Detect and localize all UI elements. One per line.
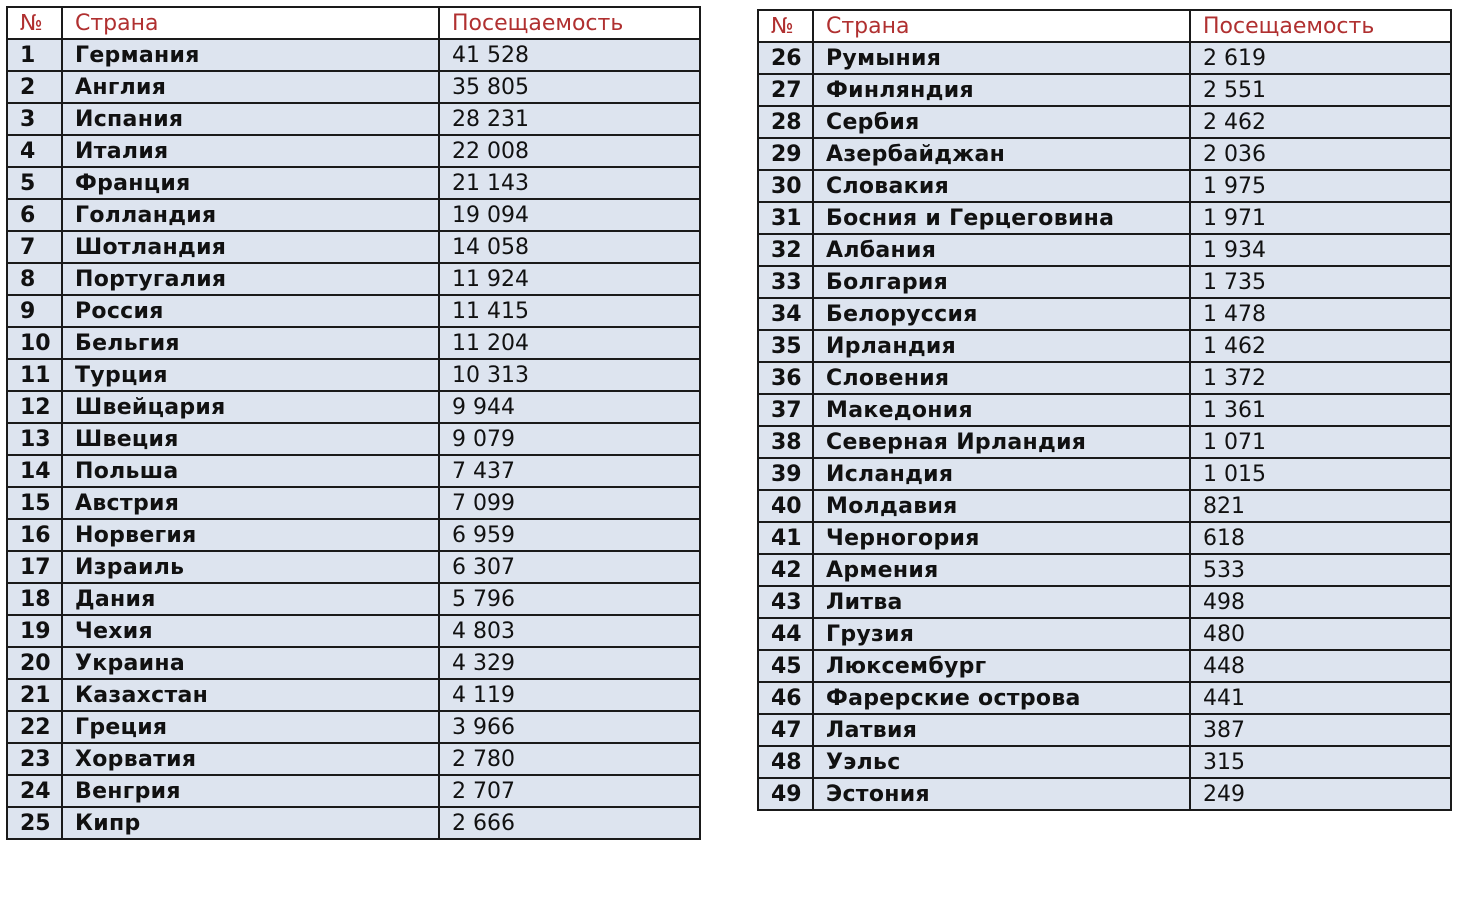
table-row [7, 71, 700, 103]
header-row [7, 7, 700, 39]
attendance-value: 1 735 [1190, 266, 1451, 298]
row-number: 17 [7, 551, 62, 583]
attendance-value: 533 [1190, 554, 1451, 586]
country-name: Армения [813, 554, 1190, 586]
attendance-value: 7 099 [439, 487, 700, 519]
country-name: Украина [62, 647, 439, 679]
table-row [758, 458, 1451, 490]
row-number: 39 [758, 458, 813, 490]
attendance-value: 9 944 [439, 391, 700, 423]
row-number: 20 [7, 647, 62, 679]
table-row [7, 231, 700, 263]
table-row [7, 519, 700, 551]
attendance-value: 6 959 [439, 519, 700, 551]
country-name: Македония [813, 394, 1190, 426]
row-number: 19 [7, 615, 62, 647]
attendance-value: 6 307 [439, 551, 700, 583]
country-name: Кипр [62, 807, 439, 839]
row-number: 26 [758, 42, 813, 74]
row-number: 36 [758, 362, 813, 394]
table-row [758, 74, 1451, 106]
row-number: 43 [758, 586, 813, 618]
attendance-value: 1 934 [1190, 234, 1451, 266]
country-name: Норвегия [62, 519, 439, 551]
row-number: 14 [7, 455, 62, 487]
table-row [7, 39, 700, 71]
row-number: 11 [7, 359, 62, 391]
row-number: 10 [7, 327, 62, 359]
country-name: Исландия [813, 458, 1190, 490]
attendance-value: 14 058 [439, 231, 700, 263]
attendance-value: 498 [1190, 586, 1451, 618]
attendance-value: 5 796 [439, 583, 700, 615]
attendance-table-left [6, 6, 701, 840]
table-row [7, 199, 700, 231]
attendance-value: 2 462 [1190, 106, 1451, 138]
country-name: Уэльс [813, 746, 1190, 778]
table-row [758, 106, 1451, 138]
attendance-value: 10 313 [439, 359, 700, 391]
table-row [758, 682, 1451, 714]
country-name: Португалия [62, 263, 439, 295]
row-number: 38 [758, 426, 813, 458]
attendance-table-right [757, 9, 1452, 811]
table-row [7, 455, 700, 487]
country-name: Болгария [813, 266, 1190, 298]
country-name: Испания [62, 103, 439, 135]
country-name: Сербия [813, 106, 1190, 138]
country-name: Албания [813, 234, 1190, 266]
row-number: 27 [758, 74, 813, 106]
table-row [7, 743, 700, 775]
attendance-value: 1 478 [1190, 298, 1451, 330]
attendance-value: 2 707 [439, 775, 700, 807]
country-name: Финляндия [813, 74, 1190, 106]
country-name: Грузия [813, 618, 1190, 650]
table-row [758, 42, 1451, 74]
header-attendance: Посещаемость [439, 7, 700, 39]
table-row [758, 394, 1451, 426]
attendance-value: 4 329 [439, 647, 700, 679]
attendance-value: 11 204 [439, 327, 700, 359]
attendance-value: 11 924 [439, 263, 700, 295]
header-num: № [7, 7, 62, 39]
attendance-value: 35 805 [439, 71, 700, 103]
attendance-value: 2 036 [1190, 138, 1451, 170]
row-number: 41 [758, 522, 813, 554]
row-number: 9 [7, 295, 62, 327]
table-row [758, 426, 1451, 458]
country-name: Босния и Герцеговина [813, 202, 1190, 234]
table-row [7, 615, 700, 647]
country-name: Греция [62, 711, 439, 743]
country-name: Румыния [813, 42, 1190, 74]
attendance-value: 1 462 [1190, 330, 1451, 362]
row-number: 45 [758, 650, 813, 682]
attendance-value: 448 [1190, 650, 1451, 682]
row-number: 49 [758, 778, 813, 810]
country-name: Франция [62, 167, 439, 199]
row-number: 23 [7, 743, 62, 775]
row-number: 44 [758, 618, 813, 650]
row-number: 3 [7, 103, 62, 135]
row-number: 1 [7, 39, 62, 71]
country-name: Италия [62, 135, 439, 167]
attendance-value: 821 [1190, 490, 1451, 522]
row-number: 15 [7, 487, 62, 519]
table-row [7, 807, 700, 839]
attendance-value: 3 966 [439, 711, 700, 743]
country-name: Англия [62, 71, 439, 103]
attendance-value: 4 119 [439, 679, 700, 711]
table-row [758, 650, 1451, 682]
country-name: Фарерские острова [813, 682, 1190, 714]
table-row [758, 266, 1451, 298]
row-number: 16 [7, 519, 62, 551]
attendance-value: 1 971 [1190, 202, 1451, 234]
table-row [758, 618, 1451, 650]
table-row [7, 327, 700, 359]
row-number: 40 [758, 490, 813, 522]
attendance-value: 2 780 [439, 743, 700, 775]
table-row [7, 583, 700, 615]
table-row [758, 202, 1451, 234]
row-number: 29 [758, 138, 813, 170]
country-name: Голландия [62, 199, 439, 231]
row-number: 47 [758, 714, 813, 746]
row-number: 33 [758, 266, 813, 298]
row-number: 46 [758, 682, 813, 714]
row-number: 35 [758, 330, 813, 362]
row-number: 12 [7, 391, 62, 423]
country-name: Люксембург [813, 650, 1190, 682]
table-row [758, 778, 1451, 810]
table-row [758, 490, 1451, 522]
table-row [7, 263, 700, 295]
table-row [758, 522, 1451, 554]
country-name: Черногория [813, 522, 1190, 554]
header-country: Страна [813, 10, 1190, 42]
country-name: Австрия [62, 487, 439, 519]
table-row [7, 167, 700, 199]
attendance-value: 22 008 [439, 135, 700, 167]
country-name: Турция [62, 359, 439, 391]
table-row [758, 746, 1451, 778]
row-number: 2 [7, 71, 62, 103]
country-name: Шотландия [62, 231, 439, 263]
table-row [758, 362, 1451, 394]
country-name: Молдавия [813, 490, 1190, 522]
row-number: 31 [758, 202, 813, 234]
attendance-value: 1 361 [1190, 394, 1451, 426]
row-number: 48 [758, 746, 813, 778]
table-row [7, 359, 700, 391]
country-name: Словения [813, 362, 1190, 394]
row-number: 6 [7, 199, 62, 231]
attendance-value: 21 143 [439, 167, 700, 199]
row-number: 18 [7, 583, 62, 615]
country-name: Эстония [813, 778, 1190, 810]
country-name: Хорватия [62, 743, 439, 775]
table-row [758, 330, 1451, 362]
attendance-value: 9 079 [439, 423, 700, 455]
attendance-value: 618 [1190, 522, 1451, 554]
country-name: Чехия [62, 615, 439, 647]
country-name: Словакия [813, 170, 1190, 202]
row-number: 13 [7, 423, 62, 455]
country-name: Ирландия [813, 330, 1190, 362]
country-name: Швейцария [62, 391, 439, 423]
attendance-value: 2 551 [1190, 74, 1451, 106]
table-row [758, 298, 1451, 330]
country-name: Польша [62, 455, 439, 487]
country-name: Латвия [813, 714, 1190, 746]
header-country: Страна [62, 7, 439, 39]
row-number: 8 [7, 263, 62, 295]
attendance-value: 19 094 [439, 199, 700, 231]
table-row [758, 586, 1451, 618]
country-name: Белоруссия [813, 298, 1190, 330]
row-number: 5 [7, 167, 62, 199]
table-row [7, 391, 700, 423]
attendance-value: 11 415 [439, 295, 700, 327]
attendance-value: 387 [1190, 714, 1451, 746]
row-number: 34 [758, 298, 813, 330]
attendance-value: 2 666 [439, 807, 700, 839]
row-number: 37 [758, 394, 813, 426]
row-number: 4 [7, 135, 62, 167]
country-name: Россия [62, 295, 439, 327]
country-name: Литва [813, 586, 1190, 618]
table-row [7, 679, 700, 711]
table-row [758, 554, 1451, 586]
table-row [7, 775, 700, 807]
row-number: 22 [7, 711, 62, 743]
table-row [7, 711, 700, 743]
attendance-value: 1 975 [1190, 170, 1451, 202]
table-row [7, 103, 700, 135]
country-name: Бельгия [62, 327, 439, 359]
attendance-value: 441 [1190, 682, 1451, 714]
attendance-value: 28 231 [439, 103, 700, 135]
row-number: 30 [758, 170, 813, 202]
row-number: 42 [758, 554, 813, 586]
row-number: 28 [758, 106, 813, 138]
header-row [758, 10, 1451, 42]
attendance-value: 315 [1190, 746, 1451, 778]
attendance-value: 1 015 [1190, 458, 1451, 490]
table-row [758, 138, 1451, 170]
row-number: 7 [7, 231, 62, 263]
country-name: Венгрия [62, 775, 439, 807]
country-name: Швеция [62, 423, 439, 455]
table-row [758, 714, 1451, 746]
country-name: Дания [62, 583, 439, 615]
attendance-value: 41 528 [439, 39, 700, 71]
attendance-value: 480 [1190, 618, 1451, 650]
table-row [7, 423, 700, 455]
country-name: Азербайджан [813, 138, 1190, 170]
row-number: 24 [7, 775, 62, 807]
table-row [7, 551, 700, 583]
country-name: Северная Ирландия [813, 426, 1190, 458]
attendance-value: 249 [1190, 778, 1451, 810]
attendance-value: 1 071 [1190, 426, 1451, 458]
table-row [7, 295, 700, 327]
table-row [7, 487, 700, 519]
header-num: № [758, 10, 813, 42]
country-name: Казахстан [62, 679, 439, 711]
attendance-value: 1 372 [1190, 362, 1451, 394]
country-name: Израиль [62, 551, 439, 583]
row-number: 25 [7, 807, 62, 839]
table-row [758, 234, 1451, 266]
table-row [758, 170, 1451, 202]
attendance-value: 2 619 [1190, 42, 1451, 74]
attendance-value: 4 803 [439, 615, 700, 647]
table-row [7, 135, 700, 167]
header-attendance: Посещаемость [1190, 10, 1451, 42]
table-row [7, 647, 700, 679]
row-number: 21 [7, 679, 62, 711]
attendance-value: 7 437 [439, 455, 700, 487]
row-number: 32 [758, 234, 813, 266]
country-name: Германия [62, 39, 439, 71]
